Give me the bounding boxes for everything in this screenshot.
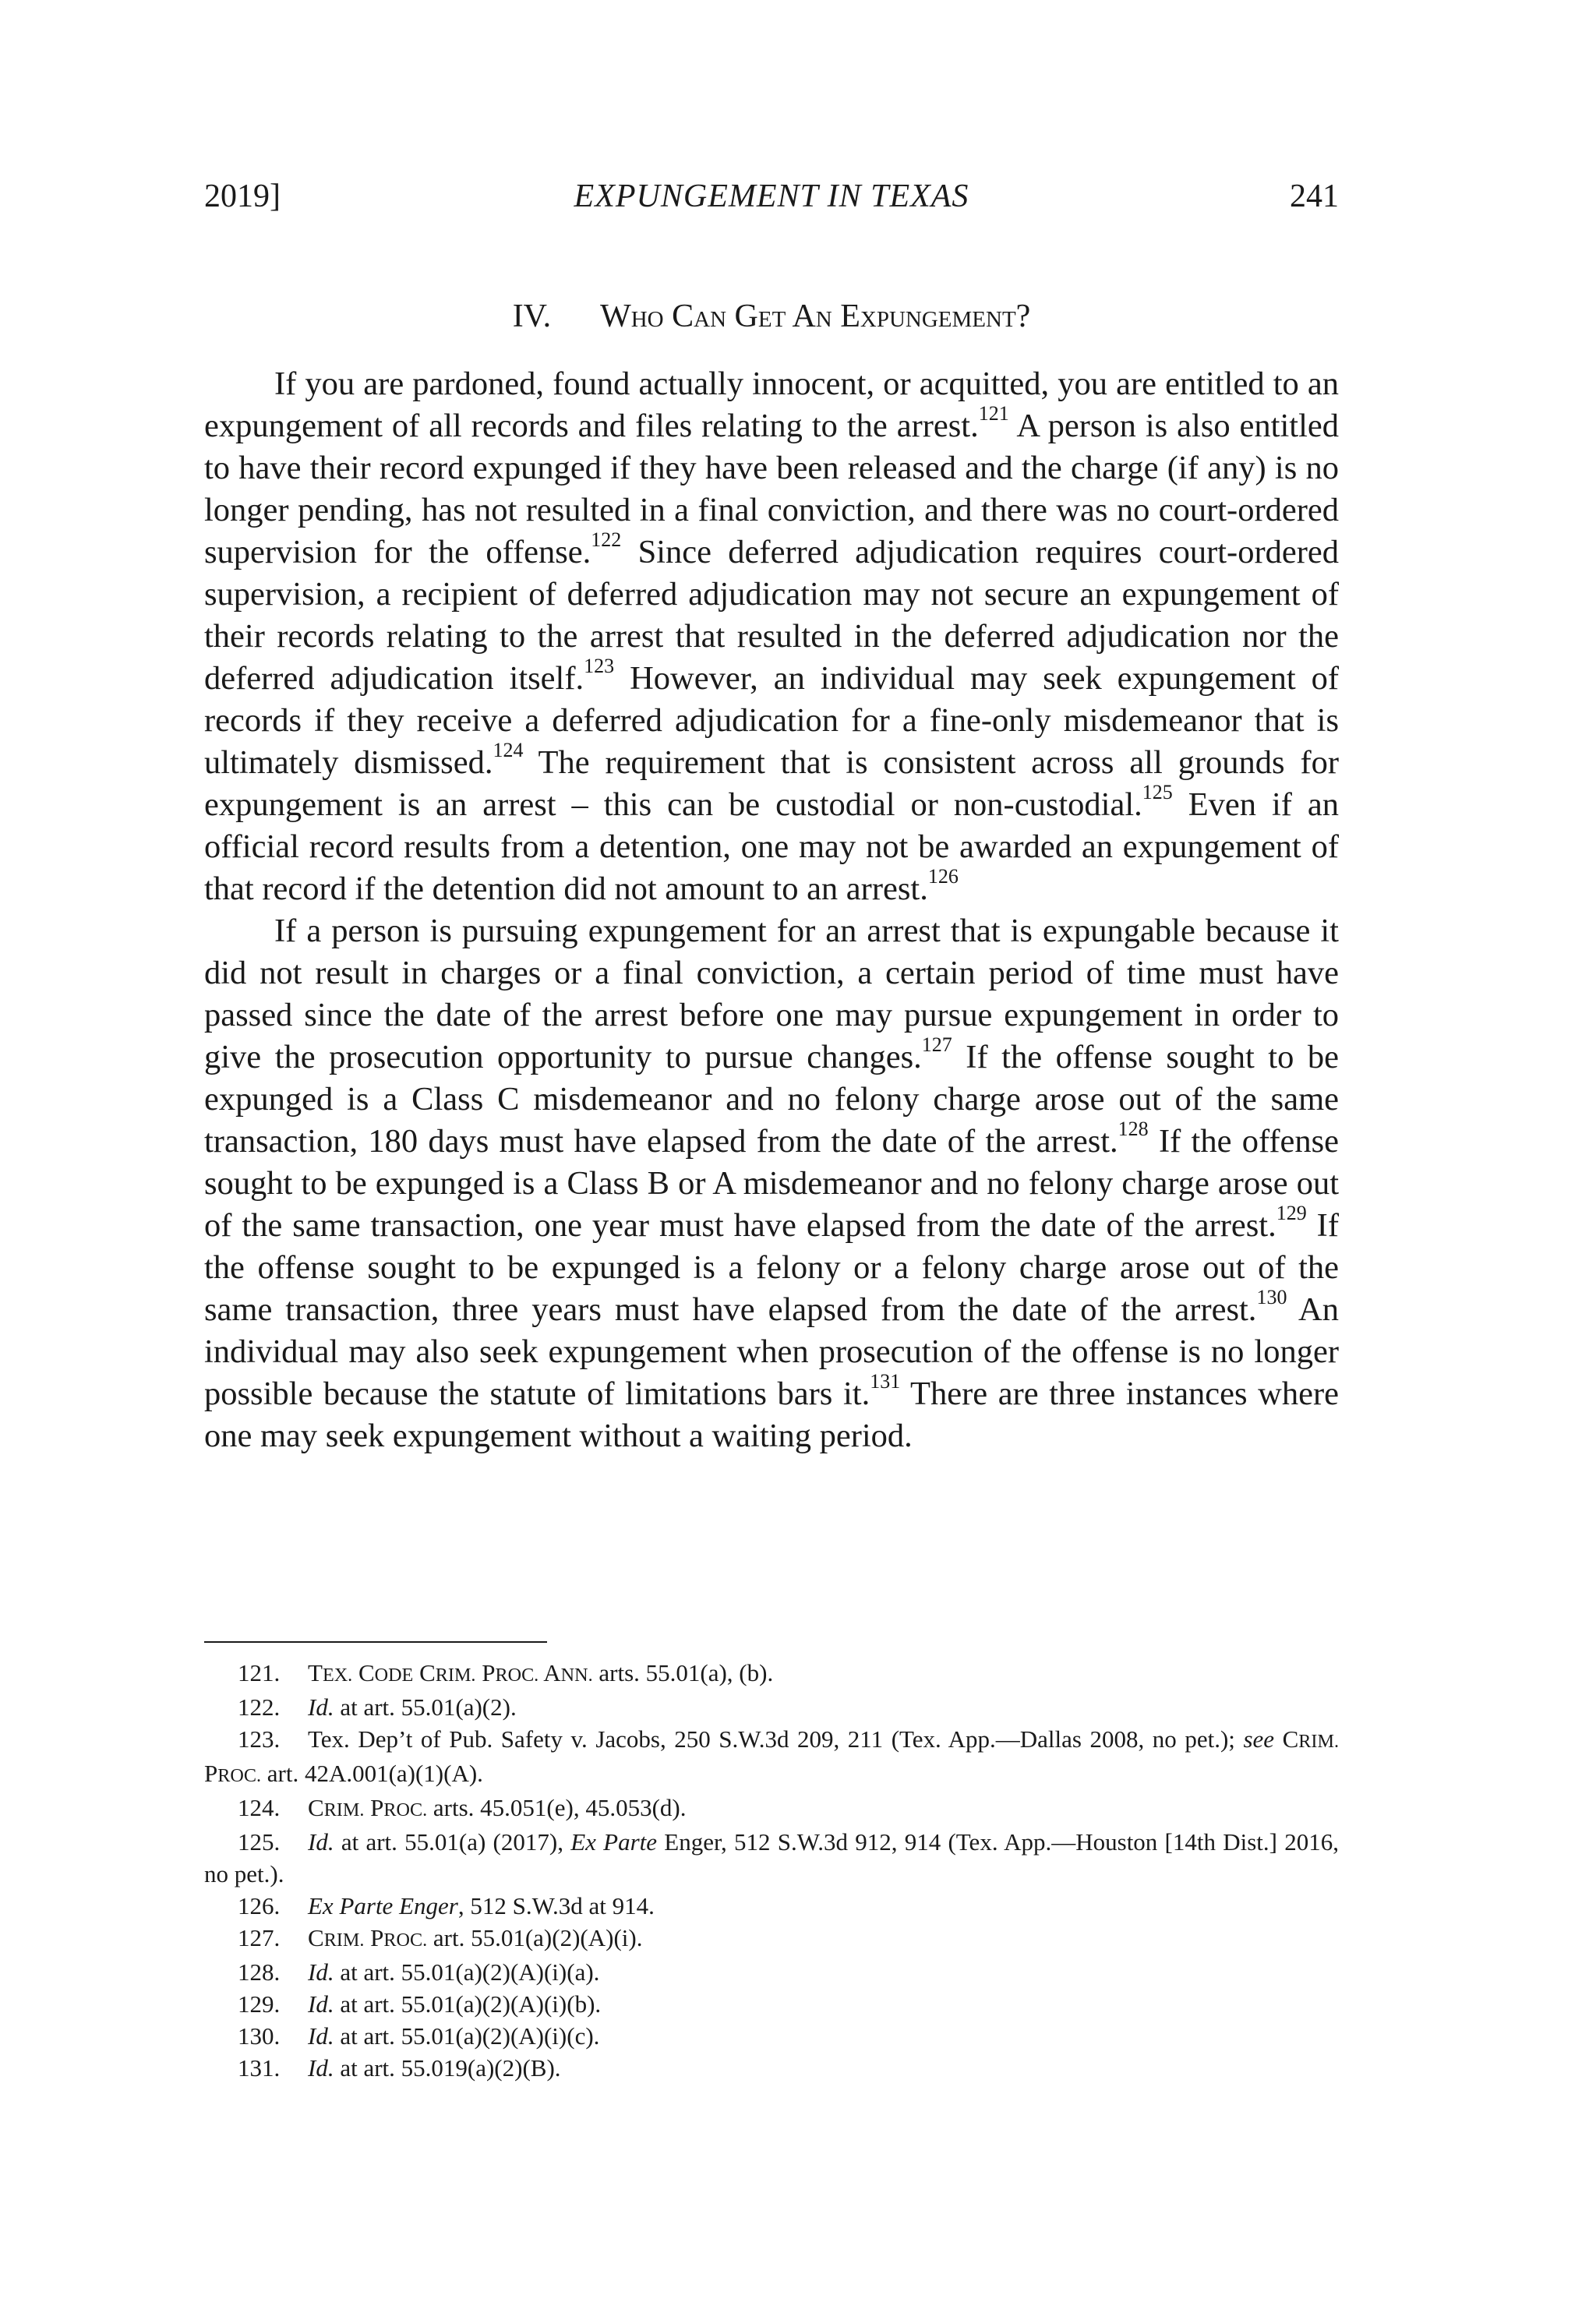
footnote-text: T bbox=[308, 1659, 323, 1686]
footnote-text: art. 55.01(a)(2)(A)(i). bbox=[427, 1924, 643, 1951]
paragraph-text: Even if an official record results from a detention, one may not be awarded an expungement of that record if the detention did not amount to an arrest. bbox=[204, 786, 1339, 907]
footnote bbox=[204, 1657, 1339, 1691]
footnote-text: RIM. bbox=[1298, 1731, 1340, 1752]
footnote-reference[interactable]: 123 bbox=[584, 655, 615, 678]
header-year: 2019] bbox=[204, 178, 281, 214]
footnote-reference[interactable]: 125 bbox=[1142, 781, 1173, 804]
footnote bbox=[204, 1723, 1339, 1792]
footnote-text: Ex Parte Enger bbox=[308, 1892, 458, 1919]
footnote bbox=[204, 1691, 1339, 1723]
footnote bbox=[204, 1988, 1339, 2020]
footnote bbox=[204, 2052, 1339, 2084]
footnote-text: P bbox=[204, 1760, 218, 1787]
footnote-text: ROC. bbox=[495, 1665, 539, 1686]
header-journal-title: EXPUNGEMENT IN TEXAS bbox=[574, 178, 969, 214]
footnote-number: 128. bbox=[238, 1958, 281, 1986]
paragraph-text: If the offense sought to be expunged is a Class B or A misdemeanor and no felony charge arose out of the same transaction, one year must have elapsed from the date of the arrest. bbox=[204, 1123, 1340, 1244]
footnote-text: at art. 55.01(a)(2)(A)(i)(b). bbox=[334, 1990, 602, 2018]
footnote-text: A bbox=[538, 1659, 561, 1686]
footnote bbox=[204, 2020, 1339, 2052]
footnote-text: at art. 55.01(a)(2)(A)(i)(a). bbox=[334, 1958, 600, 1986]
footnote-number: 130. bbox=[238, 2022, 281, 2050]
paragraph-text: A person is also entitled to have their record expunged if they have been released and the charge (if any) is no longer pending, has not resulted in a final conviction, and there was no court-ordered supervision for the offense. bbox=[204, 408, 1340, 570]
footnote-number: 121. bbox=[238, 1659, 281, 1686]
footnote-text: Id. bbox=[308, 1693, 334, 1721]
body-text bbox=[204, 363, 1339, 1457]
footnote-text: Id. bbox=[308, 1990, 334, 2018]
footnote-text: EX. bbox=[322, 1665, 353, 1686]
footnote-text: arts. 55.01(a), (b). bbox=[592, 1659, 774, 1686]
page-number: 241 bbox=[1290, 178, 1339, 214]
footnote-text: Tex. Dep’t of Pub. Safety v. Jacobs, 250 S.W.3d 209, 211 (Tex. App.—Dallas 2008, no pet.); bbox=[308, 1725, 1244, 1753]
footnote-text: C bbox=[308, 1794, 324, 1821]
footnote-number: 123. bbox=[238, 1725, 281, 1753]
footnote bbox=[204, 1792, 1339, 1826]
section-heading bbox=[204, 298, 1339, 335]
footnote bbox=[204, 1922, 1339, 1956]
footnote-text: at art. 55.01(a)(2). bbox=[334, 1693, 517, 1721]
running-header bbox=[204, 178, 1339, 224]
footnote-reference[interactable]: 121 bbox=[978, 402, 1009, 426]
footnote-reference[interactable]: 124 bbox=[493, 739, 524, 762]
footnote-text: arts. 45.051(e), 45.053(d). bbox=[427, 1794, 687, 1821]
footnote-reference[interactable]: 128 bbox=[1118, 1118, 1149, 1141]
footnote-number: 129. bbox=[238, 1990, 281, 2018]
paragraph-text: If the offense sought to be expunged is a Class C misdemeanor and no felony charge arose out of the same transaction, 180 days must have elapsed from the date of the arrest. bbox=[204, 1039, 1339, 1160]
footnote-number: 122. bbox=[238, 1693, 281, 1721]
footnote-text: Id. bbox=[308, 2054, 334, 2082]
footnote-text: P bbox=[475, 1659, 496, 1686]
footnote-text: RIM. bbox=[435, 1665, 476, 1686]
footnote-text: Ex Parte bbox=[570, 1828, 658, 1856]
footnote-number: 125. bbox=[238, 1828, 281, 1856]
footnote-text: RIM. bbox=[323, 1799, 365, 1820]
footnote-text: Id. bbox=[308, 2022, 334, 2050]
footnote-text: C bbox=[308, 1924, 324, 1951]
paragraph-text: Since deferred adjudication requires court-ordered supervision, a recipient of deferred adjudication may not secure an expungement of their records relating to the arrest that resulted in the deferred adjudication nor the deferred adjudication itself. bbox=[204, 534, 1339, 697]
footnote-text: , 512 S.W.3d at 914. bbox=[457, 1892, 655, 1919]
footnote-text: Id. bbox=[308, 1828, 334, 1856]
footnote-text: NN. bbox=[560, 1665, 593, 1686]
footnote bbox=[204, 1890, 1339, 1922]
footnote-text: C bbox=[1274, 1725, 1299, 1753]
footnote-text: Enger, 512 S.W.3d 912, 914 (Tex. App.—Houston [14th Dist.] 2016, no pet.). bbox=[204, 1828, 1339, 1887]
footnote-text: see bbox=[1243, 1725, 1275, 1753]
body-paragraph bbox=[204, 910, 1339, 1457]
paragraph-text: However, an individual may seek expungement of records if they receive a deferred adjudication for a fine-only misdemeanor that is ultimately dismissed. bbox=[204, 660, 1339, 781]
footnote-text: art. 42A.001(a)(1)(A). bbox=[261, 1760, 483, 1787]
paragraph-text: An individual may also seek expungement when prosecution of the offense is no longer possible because the statute of limitations bars it. bbox=[204, 1291, 1339, 1412]
paragraph-text: If you are pardoned, found actually innocent, or acquitted, you are entitled to an expungement of all records and files relating to the arrest. bbox=[204, 365, 1339, 444]
paragraph-text: If a person is pursuing expungement for an arrest that is expungable because it did not result in charges or a final conviction, a certain period of time must have passed since the date of the arrest before one may pursue expungement in order to give the prosecution opportunity to pursue changes. bbox=[204, 913, 1339, 1075]
paragraph-text: There are three instances where one may seek expungement without a waiting period. bbox=[204, 1375, 1340, 1454]
footnote-text: C bbox=[352, 1659, 375, 1686]
footnotes bbox=[204, 1657, 1339, 2084]
paragraph-text: The requirement that is consistent across all grounds for expungement is an arrest – this can be custodial or non-custodial. bbox=[204, 744, 1340, 823]
footnote-text: at art. 55.01(a) (2017), bbox=[334, 1828, 571, 1856]
section-title: Who Can Get An Expungement? bbox=[600, 298, 1031, 334]
footnote bbox=[204, 1956, 1339, 1988]
footnote-number: 126. bbox=[238, 1892, 281, 1919]
body-paragraph bbox=[204, 363, 1339, 910]
footnote-text: ROC. bbox=[217, 1765, 261, 1786]
footnote-text: C bbox=[413, 1659, 436, 1686]
footnote-text: P bbox=[364, 1924, 384, 1951]
footnote-text: at art. 55.019(a)(2)(B). bbox=[334, 2054, 561, 2082]
footnote-reference[interactable]: 122 bbox=[591, 528, 622, 552]
footnote-number: 131. bbox=[238, 2054, 281, 2082]
paragraph-text: If the offense sought to be expunged is a felony or a felony charge arose out of the same transaction, three years must have elapsed from the date of the arrest. bbox=[204, 1207, 1339, 1328]
footnote-reference[interactable]: 126 bbox=[927, 865, 959, 888]
footnote-text: P bbox=[364, 1794, 384, 1821]
footnote-text: RIM. bbox=[323, 1930, 365, 1951]
footnote-reference[interactable]: 127 bbox=[921, 1033, 952, 1057]
footnote-number: 127. bbox=[238, 1924, 281, 1951]
footnote-divider bbox=[204, 1641, 547, 1643]
section-numeral: IV. bbox=[512, 298, 552, 334]
footnote-text: ROC. bbox=[383, 1930, 428, 1951]
footnote-text: at art. 55.01(a)(2)(A)(i)(c). bbox=[334, 2022, 600, 2050]
footnote-text: ROC. bbox=[383, 1799, 428, 1820]
footnote-reference[interactable]: 131 bbox=[870, 1370, 901, 1393]
footnote-number: 124. bbox=[238, 1794, 281, 1821]
footnote-text: ODE bbox=[374, 1665, 414, 1686]
footnote-reference[interactable]: 129 bbox=[1276, 1202, 1307, 1225]
footnote bbox=[204, 1826, 1339, 1890]
footnote-reference[interactable]: 130 bbox=[1256, 1286, 1287, 1309]
footnote-text: Id. bbox=[308, 1958, 334, 1986]
